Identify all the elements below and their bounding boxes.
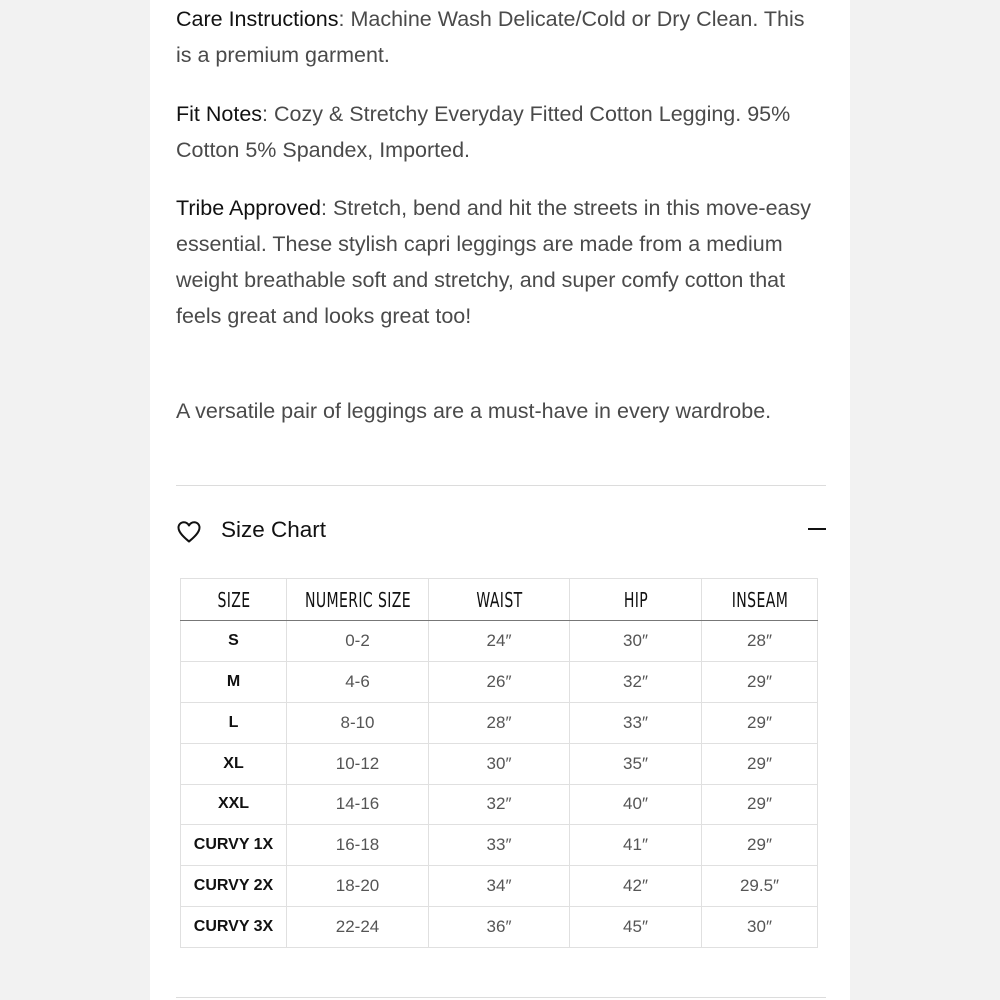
table-row <box>181 784 818 825</box>
care-instructions-label: Care Instructions <box>176 7 339 31</box>
heart-icon <box>176 520 202 544</box>
waist-cell: 24″ <box>429 621 570 662</box>
size-cell: CURVY 3X <box>181 907 287 948</box>
header-inseam: INSEAM <box>714 579 804 621</box>
care-instructions <box>176 1 826 73</box>
table-row <box>181 866 818 907</box>
hip-cell: 41″ <box>570 825 702 866</box>
fit-notes-text: : Cozy & Stretchy Everyday Fitted Cotton Legging. 95% Cotton 5% Spandex, Imported. <box>176 102 791 162</box>
header-waist: WAIST <box>444 579 554 621</box>
product-details-panel <box>150 0 850 1000</box>
size-cell: CURVY 2X <box>181 866 287 907</box>
care-instructions-text: : Machine Wash Delicate/Cold or Dry Clean. This is a premium garment. <box>176 7 805 67</box>
waist-cell: 33″ <box>429 825 570 866</box>
minus-icon[interactable] <box>808 528 826 530</box>
table-row <box>181 743 818 784</box>
hip-cell: 42″ <box>570 866 702 907</box>
waist-cell: 34″ <box>429 866 570 907</box>
hip-cell: 45″ <box>570 907 702 948</box>
numeric-size-cell: 22-24 <box>287 907 429 948</box>
waist-cell: 30″ <box>429 743 570 784</box>
waist-cell: 32″ <box>429 784 570 825</box>
size-cell: XXL <box>181 784 287 825</box>
numeric-size-cell: 18-20 <box>287 866 429 907</box>
inseam-cell: 29″ <box>702 743 818 784</box>
numeric-size-cell: 0-2 <box>287 621 429 662</box>
numeric-size-cell: 10-12 <box>287 743 429 784</box>
size-chart-table <box>180 578 818 948</box>
table-row <box>181 907 818 948</box>
section-divider <box>176 485 826 486</box>
waist-cell: 26″ <box>429 661 570 702</box>
size-cell: CURVY 1X <box>181 825 287 866</box>
tribe-approved-text: : Stretch, bend and hit the streets in this move-easy essential. These stylish capri leggings are made from a medium weight breathable soft and stretchy, and super comfy cotton that feels great and looks great too! <box>176 196 811 328</box>
header-hip: HIP <box>584 579 687 621</box>
numeric-size-cell: 14-16 <box>287 784 429 825</box>
numeric-size-cell: 8-10 <box>287 702 429 743</box>
table-row <box>181 621 818 662</box>
inseam-cell: 28″ <box>702 621 818 662</box>
fit-notes <box>176 96 826 168</box>
waist-cell: 36″ <box>429 907 570 948</box>
tribe-approved-label: Tribe Approved <box>176 196 322 220</box>
size-cell: XL <box>181 743 287 784</box>
size-chart-title: Size Chart <box>221 517 327 542</box>
inseam-cell: 29.5″ <box>702 866 818 907</box>
fit-notes-label: Fit Notes <box>176 102 263 126</box>
table-row <box>181 702 818 743</box>
size-cell: S <box>181 621 287 662</box>
inseam-cell: 29″ <box>702 661 818 702</box>
hip-cell: 35″ <box>570 743 702 784</box>
size-chart-toggle[interactable] <box>176 510 826 554</box>
header-numeric-size: NUMERIC SIZE <box>302 579 413 621</box>
size-cell: M <box>181 661 287 702</box>
hip-cell: 40″ <box>570 784 702 825</box>
inseam-cell: 29″ <box>702 702 818 743</box>
hip-cell: 33″ <box>570 702 702 743</box>
hip-cell: 32″ <box>570 661 702 702</box>
section-divider <box>176 997 826 998</box>
tribe-approved <box>176 190 826 334</box>
size-cell: L <box>181 702 287 743</box>
hip-cell: 30″ <box>570 621 702 662</box>
numeric-size-cell: 16-18 <box>287 825 429 866</box>
table-header-row <box>181 579 818 621</box>
header-size: SIZE <box>192 579 275 621</box>
table-row <box>181 825 818 866</box>
versatile-note: A versatile pair of leggings are a must-have in every wardrobe. <box>176 399 772 423</box>
table-row <box>181 661 818 702</box>
numeric-size-cell: 4-6 <box>287 661 429 702</box>
waist-cell: 28″ <box>429 702 570 743</box>
inseam-cell: 29″ <box>702 784 818 825</box>
inseam-cell: 30″ <box>702 907 818 948</box>
inseam-cell: 29″ <box>702 825 818 866</box>
